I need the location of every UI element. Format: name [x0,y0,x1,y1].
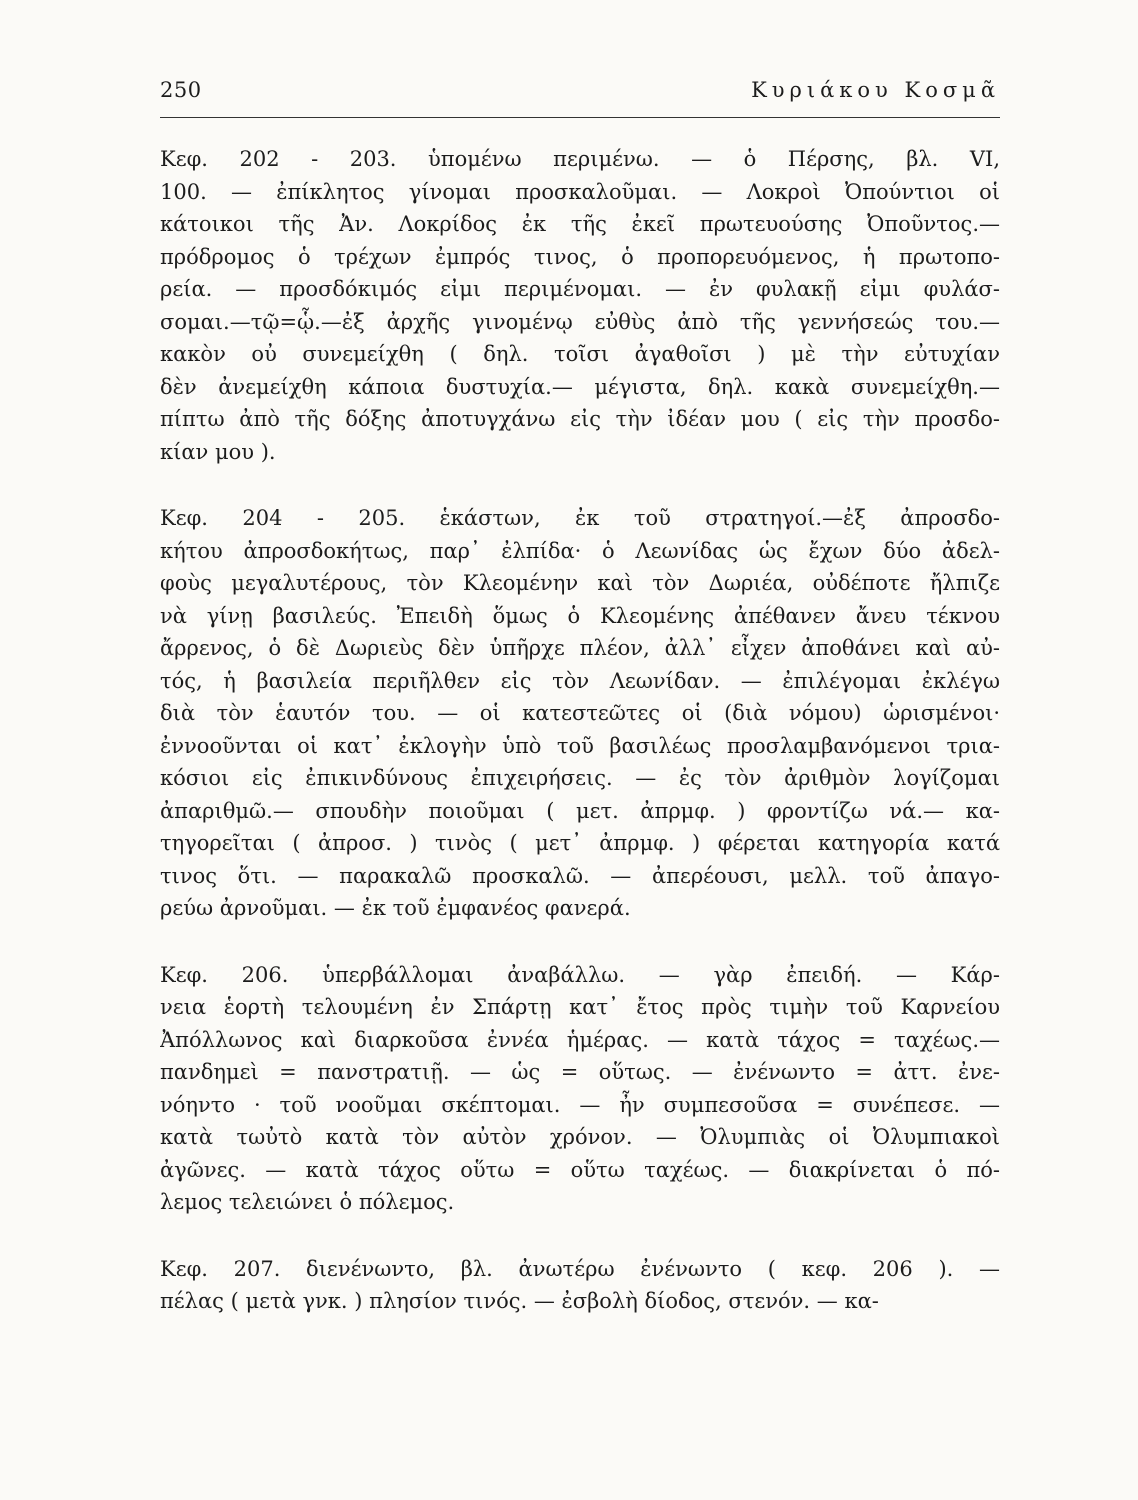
text-line: Κεφ. 202 - 203. ὑπομένω περιμένω. — ὁ Πέρσης, βλ. VI, [160,147,1000,171]
text-line: Κεφ. 207. διενένωντο, βλ. ἀνωτέρω ἐνένωντο ( κεφ. 206 ). — [160,1256,1000,1281]
text-line: ἀπαριθμῶ.— σπουδὴν ποιοῦμαι ( μετ. ἀπρμφ. ) φροντίζω νά.— κα- [160,798,1000,823]
text-line: κακὸν οὐ συνεμείχθη ( δηλ. τοῖσι ἀγαθοῖσι ) μὲ τὴν εὐτυχίαν [160,342,1000,366]
text-line: κάτοικοι τῆς Ἀν. Λοκρίδος ἐκ τῆς ἐκεῖ πρωτευούσης Ὀποῦντος.— [160,212,1000,236]
text-line: πανδημεὶ = πανστρατιῇ. — ὡς = οὕτως. — ἐνένωντο = ἀττ. ἐνε- [160,1060,1000,1084]
running-title: Κυριάκου Κοσμᾶ [751,78,1000,102]
text-line: νὰ γίνῃ βασιλεύς. Ἐπειδὴ ὅμως ὁ Κλεομένης ἀπέθανεν ἄνευ τέκνου [160,603,1000,628]
page-header [160,78,1000,112]
text-line: νόηντο · τοῦ νοοῦμαι σκέπτομαι. — ἦν συμπεσοῦσα = συνέπεσε. — [160,1092,1000,1117]
paragraph [160,959,1000,1219]
text-line: κατὰ τωὐτὸ κατὰ τὸν αὐτὸν χρόνον. — Ὀλυμπιὰς οἱ Ὀλυμπιακοὶ [160,1125,1000,1149]
page-number: 250 [160,78,202,102]
text-line: λεμος τελειώνει ὁ πόλεμος. [160,1190,455,1214]
paragraph [160,1253,1000,1318]
text-line: κόσιοι εἰς ἐπικινδύνους ἐπιχειρήσεις. — ἐς τὸν ἀριθμὸν λογίζομαι [160,766,1000,790]
text-line: πέλας ( μετὰ γνκ. ) πλησίον τινός. — ἐσβολὴ δίοδος, στενόν. — κα- [160,1289,879,1313]
text-line: κίαν μου ). [160,439,276,464]
page-body [160,143,1000,1352]
text-line: Ἀπόλλωνος καὶ διαρκοῦσα ἐννέα ἡμέρας. — κατὰ τάχος = ταχέως.— [160,1027,1000,1052]
text-line: ρεύω ἀρνοῦμαι. — ἐκ τοῦ ἐμφανέος φανερά. [160,896,631,920]
text-line: διὰ τὸν ἑαυτόν του. — οἱ κατεστεῶτες οἱ (διὰ νόμου) ὡρισμένοι· [160,701,1000,725]
text-line: ἀγῶνες. — κατὰ τάχος οὕτω = οὕτω ταχέως. — διακρίνεται ὁ πό- [160,1157,1000,1182]
text-line: πρόδρομος ὁ τρέχων ἐμπρός τινος, ὁ προπορευόμενος, ἡ πρωτοπο- [160,244,1000,269]
header-rule [160,117,1000,118]
text-line: 100. — ἐπίκλητος γίνομαι προσκαλοῦμαι. — Λοκροὶ Ὀπούντιοι οἱ [160,179,1000,204]
text-line: ρεία. — προσδόκιμός εἰμι περιμένομαι. — ἐν φυλακῇ εἰμι φυλάσ- [160,277,1000,301]
text-line: Κεφ. 204 - 205. ἑκάστων, ἐκ τοῦ στρατηγοί.—ἐξ ἀπροσδο- [160,506,1000,530]
text-line: φοὺς μεγαλυτέρους, τὸν Κλεομένην καὶ τὸν Δωριέα, οὐδέποτε ἤλπιζε [160,571,1000,595]
text-line: σομαι.—τῷ=ᾧ.—ἐξ ἀρχῆς γινομένῳ εὐθὺς ἀπὸ τῆς γεννήσεώς του.— [160,309,1000,334]
text-line: ἄρρενος, ὁ δὲ Δωριεὺς δὲν ὑπῆρχε πλέον, ἀλλ᾽ εἶχεν ἀποθάνει καὶ αὐ- [160,636,1000,660]
text-line: κήτου ἀπροσδοκήτως, παρ᾽ ἐλπίδα· ὁ Λεωνίδας ὡς ἔχων δύο ἀδελ- [160,538,1000,563]
text-line: νεια ἑορτὴ τελουμένη ἐν Σπάρτῃ κατ᾽ ἔτος πρὸς τιμὴν τοῦ Καρνείου [160,995,1000,1019]
text-line: τινος ὅτι. — παρακαλῶ προσκαλῶ. — ἀπερέουσι, μελλ. τοῦ ἀπαγο- [160,863,1000,888]
text-line: Κεφ. 206. ὑπερβάλλομαι ἀναβάλλω. — γὰρ ἐπειδή. — Κάρ- [160,962,1000,987]
paragraph [160,502,1000,925]
text-line: πίπτω ἀπὸ τῆς δόξης ἀποτυγχάνω εἰς τὴν ἰδέαν μου ( εἰς τὴν προσδο- [160,407,1000,431]
text-line: τός, ἡ βασιλεία περιῆλθεν εἰς τὸν Λεωνίδαν. — ἐπιλέγομαι ἐκλέγω [160,668,1000,693]
text-line: τηγορεῖται ( ἀπροσ. ) τινὸς ( μετ᾽ ἀπρμφ. ) φέρεται κατηγορία κατά [160,831,1000,855]
text-line: δὲν ἀνεμείχθη κάποια δυστυχία.— μέγιστα, δηλ. κακὰ συνεμείχθη.— [160,374,1000,399]
text-line: ἐννοοῦνται οἱ κατ᾽ ἐκλογὴν ὑπὸ τοῦ βασιλέως προσλαμβανόμενοι τρια- [160,733,1000,758]
paragraph [160,143,1000,468]
